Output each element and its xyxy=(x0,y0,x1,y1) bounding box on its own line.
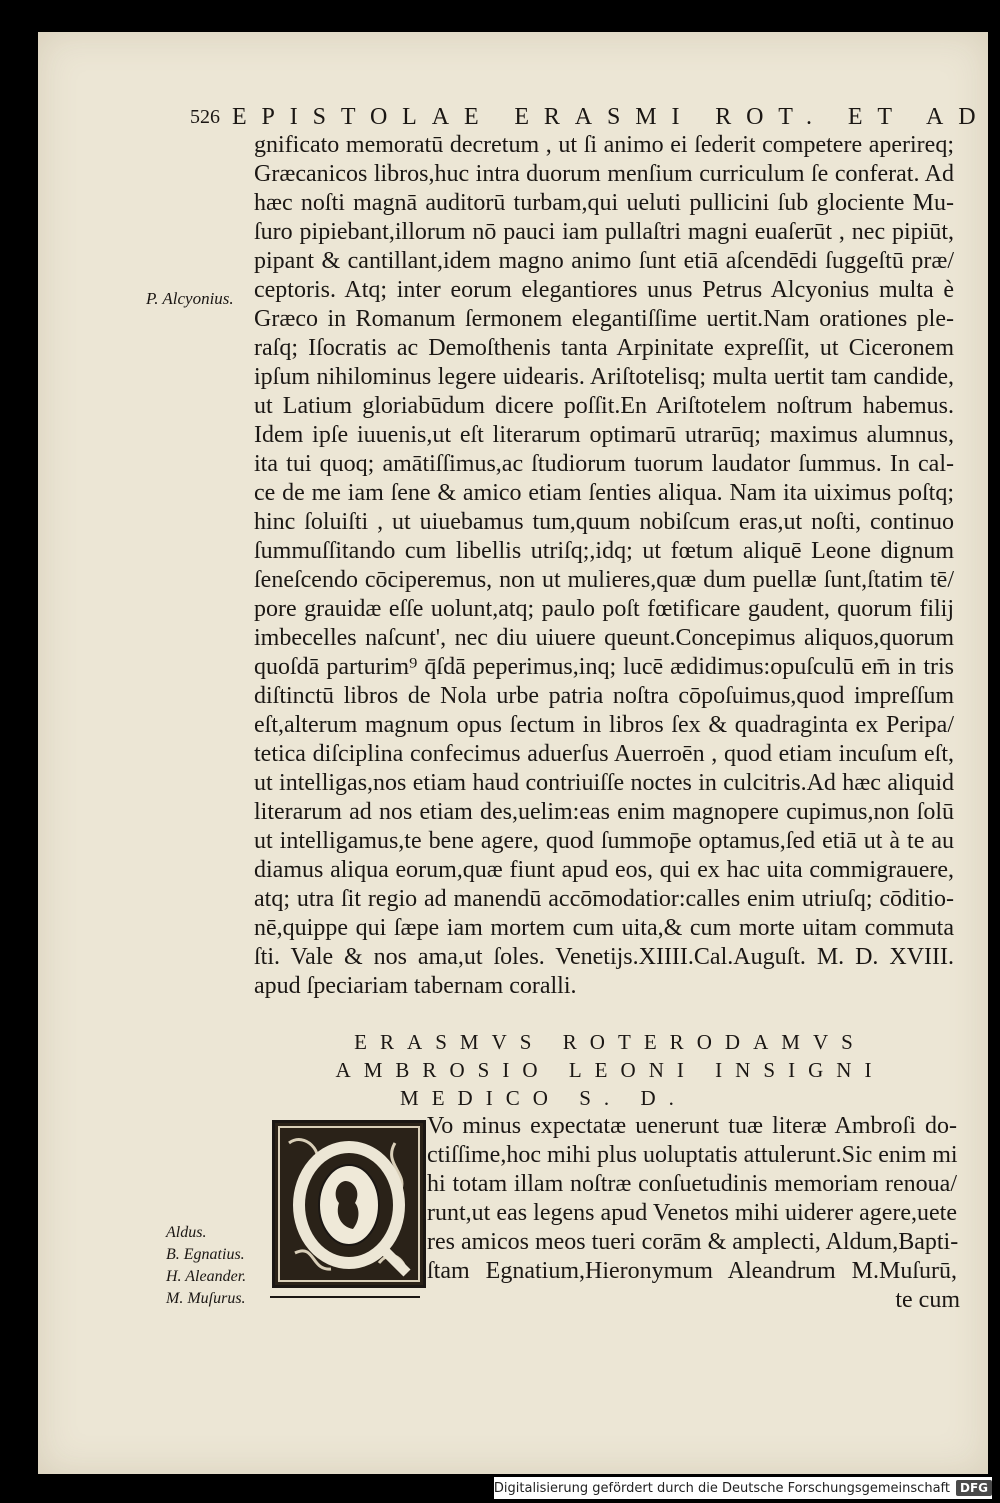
text-line: ce de me iam ſene & amico etiam ſenties aliqua. Nam ita uiximus poſtq; xyxy=(254,480,954,506)
text-line: ipſum nihilominus legere uidearis. Ariſtotelisq; multa uertit tam candide, xyxy=(254,364,954,390)
digitization-credit xyxy=(494,1477,992,1499)
text-line: ſeneſcendo cōciperemus, non ut mulieres,quæ dum puellæ ſunt,ſtatim tē/ xyxy=(254,567,954,593)
text-line: diſtinctū libros de Nola urbe patria noſtra cōpoſuimus,quod impreſſum xyxy=(254,683,954,709)
text-line: hi totam illam noſtræ conſuetudinis memoriam renoua/ xyxy=(427,1171,957,1197)
text-line: ceptoris. Atq; inter eorum elegantiores unus Petrus Alcyonius multa è xyxy=(254,277,954,303)
dfg-logo: DFG xyxy=(956,1480,992,1496)
text-line: Græco in Romanum ſermonem elegantiſſime uertit.Nam orationes ple- xyxy=(254,306,954,332)
text-line: ctiſſime,hoc mihi plus uoluptatis attulerunt.Sic enim mi xyxy=(427,1142,958,1168)
text-line: runt,ut eas legens apud Venetos mihi uiderer agere,uete xyxy=(427,1200,957,1226)
margin-note-alcyonius: P. Alcyonius. xyxy=(146,289,234,308)
text-line: diamus aliqua eorum,quæ fiunt apud eos, qui ex hac uita commigrauere, xyxy=(254,857,954,883)
text-line: ut Latium gloriabūdum dicere poſſit.En Ariſtotelem noſtrum habemus. xyxy=(254,393,954,419)
letter-heading-line-1: ERASMVS ROTERODAMVS xyxy=(354,1030,866,1054)
text-line: tetica diſciplina confecimus aduerſus Auerroēn , quod etiam incuſum eſt, xyxy=(254,741,954,767)
text-line: raſq; Iſocratis ac Demoſthenis tanta Arpinitate expreſſit, ut Ciceronem xyxy=(254,335,954,361)
margin-name: M. Muſurus. xyxy=(166,1290,246,1307)
letter-heading-line-3: MEDICO S. D. xyxy=(400,1086,687,1110)
text-line: res amicos meos tueri corām & amplecti, Aldum,Bapti- xyxy=(427,1229,959,1255)
margin-name: B. Egnatius. xyxy=(166,1246,245,1263)
running-head: EPISTOLAE ERASMI ROT. ET AD xyxy=(232,103,991,130)
catchword: te cum xyxy=(895,1287,960,1313)
text-line: pipant & cantillant,idem magno animo ſunt etiā aſcendēdi ſuggeſtū præ/ xyxy=(254,248,954,274)
text-line: ſti. Vale & nos ama,ut ſoles. Venetijs.XIIII.Cal.Auguſt. M. D. XVIII. xyxy=(254,944,954,970)
text-line: nē,quippe qui ſæpe iam mortem cum uita,& cum morte uitam commuta xyxy=(254,915,954,941)
text-line: hinc ſoluiſti , ut uiuebamus tum,quum nobiſcum eras,ut noſti, continuo xyxy=(254,509,954,535)
margin-name: H. Aleander. xyxy=(166,1268,247,1285)
text-line: imbecelles naſcunt', nec diu uiuere queunt.Concepimus aliquos,quorum xyxy=(254,625,954,651)
text-line: ut intelligas,nos etiam haud contriuiſſe noctes in culcitris.Ad hæc aliquid xyxy=(254,770,954,796)
text-line: atq; utra ſit regio ad manendū accōmodatior:calles enim utriuſq; cōditio- xyxy=(254,886,954,912)
text-line: ſtam Egnatium,Hieronymum Aleandrum M.Muſurū, xyxy=(427,1258,957,1284)
running-header xyxy=(190,100,991,134)
text-line: ita tui quoq; amātiſſimus,ac ſtudiorum tuorum laudator ſummus. In cal- xyxy=(254,451,954,477)
margin-name: Aldus. xyxy=(166,1224,207,1241)
text-line: gnificato memoratū decretum , ut ſi animo ei ſederit competere aperireq; xyxy=(254,132,954,158)
text-line: ſuro pipiebant,illorum nō pauci iam pullaſtri magni euaſerūt , nec pipiūt, xyxy=(254,219,954,245)
text-line: hæc noſti magnā auditorū turbam,qui ueluti pullicini ſub glociente Mu- xyxy=(254,190,954,216)
text-line: pore grauidæ eſſe uolunt,atq; paulo poſt fœtificare gaudent, quorum filij xyxy=(254,596,954,622)
text-line: literarum ad nos etiam des,uelim:eas enim magnopere cupimus,non ſolū xyxy=(254,799,954,825)
text-line: Vo minus expectatæ uenerunt tuæ literæ Ambroſi do- xyxy=(427,1113,957,1139)
text-line: eſt,alterum magnum opus ſectum in libros ſex & quadraginta ex Peripa/ xyxy=(254,712,954,738)
page-number: 526 xyxy=(190,105,220,128)
initial-rule xyxy=(270,1296,420,1298)
letter-heading-line-2: AMBROSIO LEONI INSIGNI xyxy=(335,1058,885,1082)
text-line: ut intelligamus,te bene agere, quod ſummop̄e optamus,ſed etiā ut à te au xyxy=(254,828,954,854)
text-line: Græcanicos libros,huc intra duorum menſium curriculum ſe conferat. Ad xyxy=(254,161,954,187)
credit-text: Digitalisierung gefördert durch die Deutsche Forschungsgemeinschaft xyxy=(493,1480,950,1496)
text-line: quoſdā parturim⁹ q̄ſdā peperimus,inq; lucē ædidimus:opuſculū em̄ in tris xyxy=(254,654,954,680)
text-line: Idem ipſe iuuenis,ut eſt literarum optimarū utrarūq; maximus alumnus, xyxy=(254,422,954,448)
text-line: ſummuſſitando cum libellis utriſq;,idq; ut fœtum aliquē Leone dignum xyxy=(254,538,954,564)
text-line: apud ſpeciariam tabernam coralli. xyxy=(254,973,577,999)
decorated-initial xyxy=(272,1120,426,1288)
